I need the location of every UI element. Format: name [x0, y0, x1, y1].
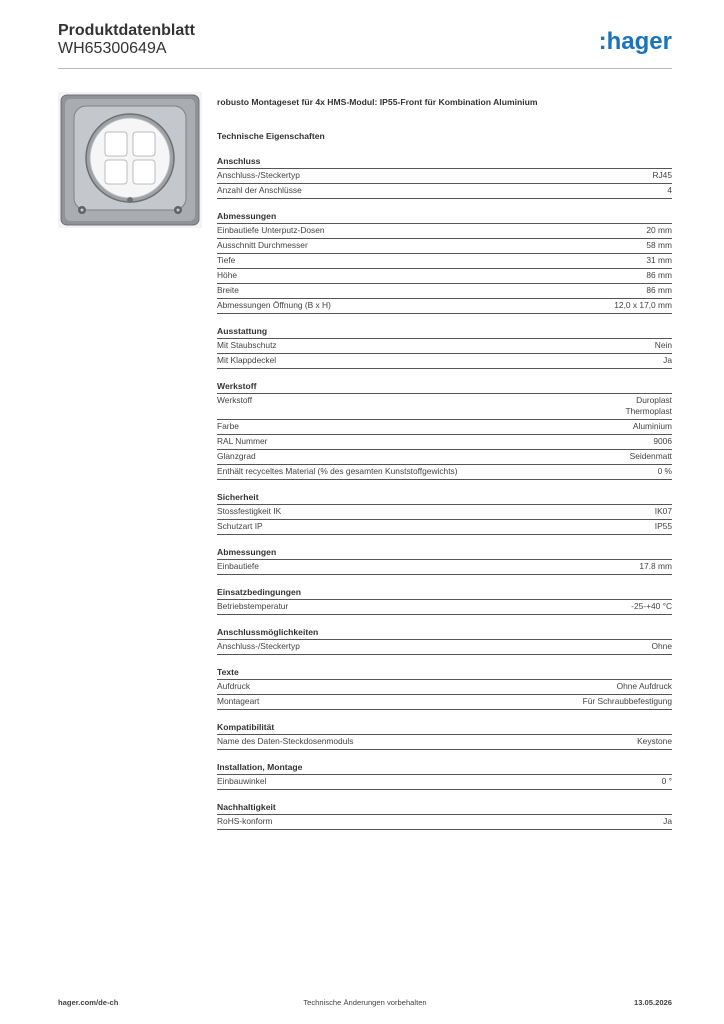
page-header: [58, 20, 672, 70]
spec-label: Name des Daten-Steckdosenmoduls: [217, 736, 354, 746]
section-title: Nachhaltigkeit: [217, 801, 672, 815]
spec-value: 4: [667, 185, 672, 195]
section-title: Abmessungen: [217, 210, 672, 224]
spec-label: Einbautiefe Unterputz-Dosen: [217, 225, 325, 235]
footer-date: 13.05.2026: [633, 998, 672, 1007]
spec-section: [217, 586, 672, 615]
section-title: Anschlussmöglichkeiten: [217, 626, 672, 640]
spec-row: [217, 284, 672, 299]
spec-section: [217, 666, 672, 710]
spec-label: Mit Klappdeckel: [217, 355, 277, 365]
spec-label: Anschluss-/Steckertyp: [217, 641, 300, 651]
spec-value: Ohne: [651, 641, 672, 651]
spec-label: RoHS-konform: [217, 816, 273, 826]
section-title: Ausstattung: [217, 325, 672, 339]
spec-value: Ja: [663, 355, 672, 365]
spec-label: Ausschnitt Durchmesser: [217, 240, 308, 250]
section-title: Installation, Montage: [217, 761, 672, 775]
spec-label: Betriebstemperatur: [217, 601, 289, 611]
montage-plate-icon: [58, 92, 202, 228]
footer-website: hager.com/de-ch: [58, 998, 119, 1007]
spec-row: [217, 184, 672, 199]
spec-label: Abmessungen Öffnung (B x H): [217, 300, 331, 310]
spec-value: 9006: [653, 436, 672, 446]
spec-row: [217, 560, 672, 575]
spec-section: [217, 801, 672, 830]
spec-value: Ja: [663, 816, 672, 826]
footer-note: Technische Änderungen vorbehalten: [303, 998, 427, 1007]
spec-value: 31 mm: [646, 255, 672, 265]
spec-label: Werkstoff: [217, 395, 253, 405]
spec-section: [217, 210, 672, 314]
spec-value: 86 mm: [646, 270, 672, 280]
spec-label: Schutzart IP: [217, 521, 263, 531]
page-footer: [58, 998, 672, 1010]
spec-value: Für Schraubbefestigung: [582, 696, 672, 706]
spec-row: [217, 420, 672, 435]
spec-value: Nein: [654, 340, 672, 350]
spec-row: [217, 354, 672, 369]
spec-section: [217, 380, 672, 480]
spec-section: [217, 155, 672, 199]
spec-value: Ohne Aufdruck: [616, 681, 672, 691]
spec-value: IK07: [654, 506, 672, 516]
spec-row: [217, 695, 672, 710]
spec-value: 58 mm: [646, 240, 672, 250]
spec-row: [217, 600, 672, 615]
spec-label: Stossfestigkeit IK: [217, 506, 282, 516]
spec-label: Glanzgrad: [217, 451, 256, 461]
spec-value: RJ45: [652, 170, 672, 180]
section-title: Anschluss: [217, 155, 672, 169]
spec-label: RAL Nummer: [217, 436, 268, 446]
spec-row: [217, 775, 672, 790]
spec-value: Keystone: [637, 736, 672, 746]
product-code: WH65300649A: [58, 40, 167, 57]
spec-row: [217, 169, 672, 184]
spec-section: [217, 626, 672, 655]
spec-label: Anzahl der Anschlüsse: [217, 185, 302, 195]
spec-row: [217, 239, 672, 254]
section-title: Sicherheit: [217, 491, 672, 505]
hager-logo: [582, 28, 672, 54]
spec-sections: [217, 155, 672, 830]
spec-label: Breite: [217, 285, 239, 295]
spec-row: [217, 640, 672, 655]
section-title: Kompatibilität: [217, 721, 672, 735]
spec-row: [217, 339, 672, 354]
spec-label: Montageart: [217, 696, 260, 706]
spec-value: Aluminium: [632, 421, 672, 431]
spec-row: [217, 735, 672, 750]
section-title: Werkstoff: [217, 380, 672, 394]
document-title: Produktdatenblatt: [58, 22, 195, 39]
spec-row: [217, 299, 672, 314]
spec-label: Anschluss-/Steckertyp: [217, 170, 300, 180]
spec-label: Mit Staubschutz: [217, 340, 277, 350]
spec-value: 0 °: [661, 776, 672, 786]
spec-section: [217, 325, 672, 369]
section-title: Einsatzbedingungen: [217, 586, 672, 600]
spec-value: 20 mm: [646, 225, 672, 235]
header-divider: [58, 68, 672, 69]
spec-section: [217, 721, 672, 750]
spec-value: 12,0 x 17,0 mm: [614, 300, 672, 310]
spec-label: Aufdruck: [217, 681, 251, 691]
spec-label: Einbauwinkel: [217, 776, 267, 786]
spec-section: [217, 761, 672, 790]
spec-row: [217, 465, 672, 480]
spec-row: [217, 450, 672, 465]
spec-value: -25-+40 °C: [631, 601, 672, 611]
spec-row: [217, 815, 672, 830]
spec-row: [217, 254, 672, 269]
spec-label: Einbautiefe: [217, 561, 259, 571]
spec-value: 17.8 mm: [639, 561, 672, 571]
spec-row: [217, 394, 672, 420]
spec-value: Seidenmatt: [629, 451, 672, 461]
hager-logo-text: :hager: [598, 28, 672, 54]
section-title: Abmessungen: [217, 546, 672, 560]
product-description: robusto Montageset für 4x HMS-Modul: IP55-Front für Kombination Aluminium: [217, 97, 538, 107]
product-data-content: [217, 96, 672, 830]
spec-row: [217, 224, 672, 239]
spec-value: Duroplast Thermoplast: [625, 395, 672, 416]
spec-section: [217, 491, 672, 535]
spec-value: 86 mm: [646, 285, 672, 295]
spec-label: Höhe: [217, 270, 238, 280]
technical-properties-heading: Technische Eigenschaften: [217, 131, 325, 141]
spec-row: [217, 505, 672, 520]
spec-label: Tiefe: [217, 255, 236, 265]
spec-row: [217, 269, 672, 284]
spec-label: Enthält recyceltes Material (% des gesamten Kunststoffgewichts): [217, 466, 458, 476]
spec-row: [217, 520, 672, 535]
spec-row: [217, 680, 672, 695]
spec-section: [217, 546, 672, 575]
spec-label: Farbe: [217, 421, 239, 431]
spec-row: [217, 435, 672, 450]
section-title: Texte: [217, 666, 672, 680]
spec-value: IP55: [654, 521, 672, 531]
spec-value: 0 %: [657, 466, 672, 476]
